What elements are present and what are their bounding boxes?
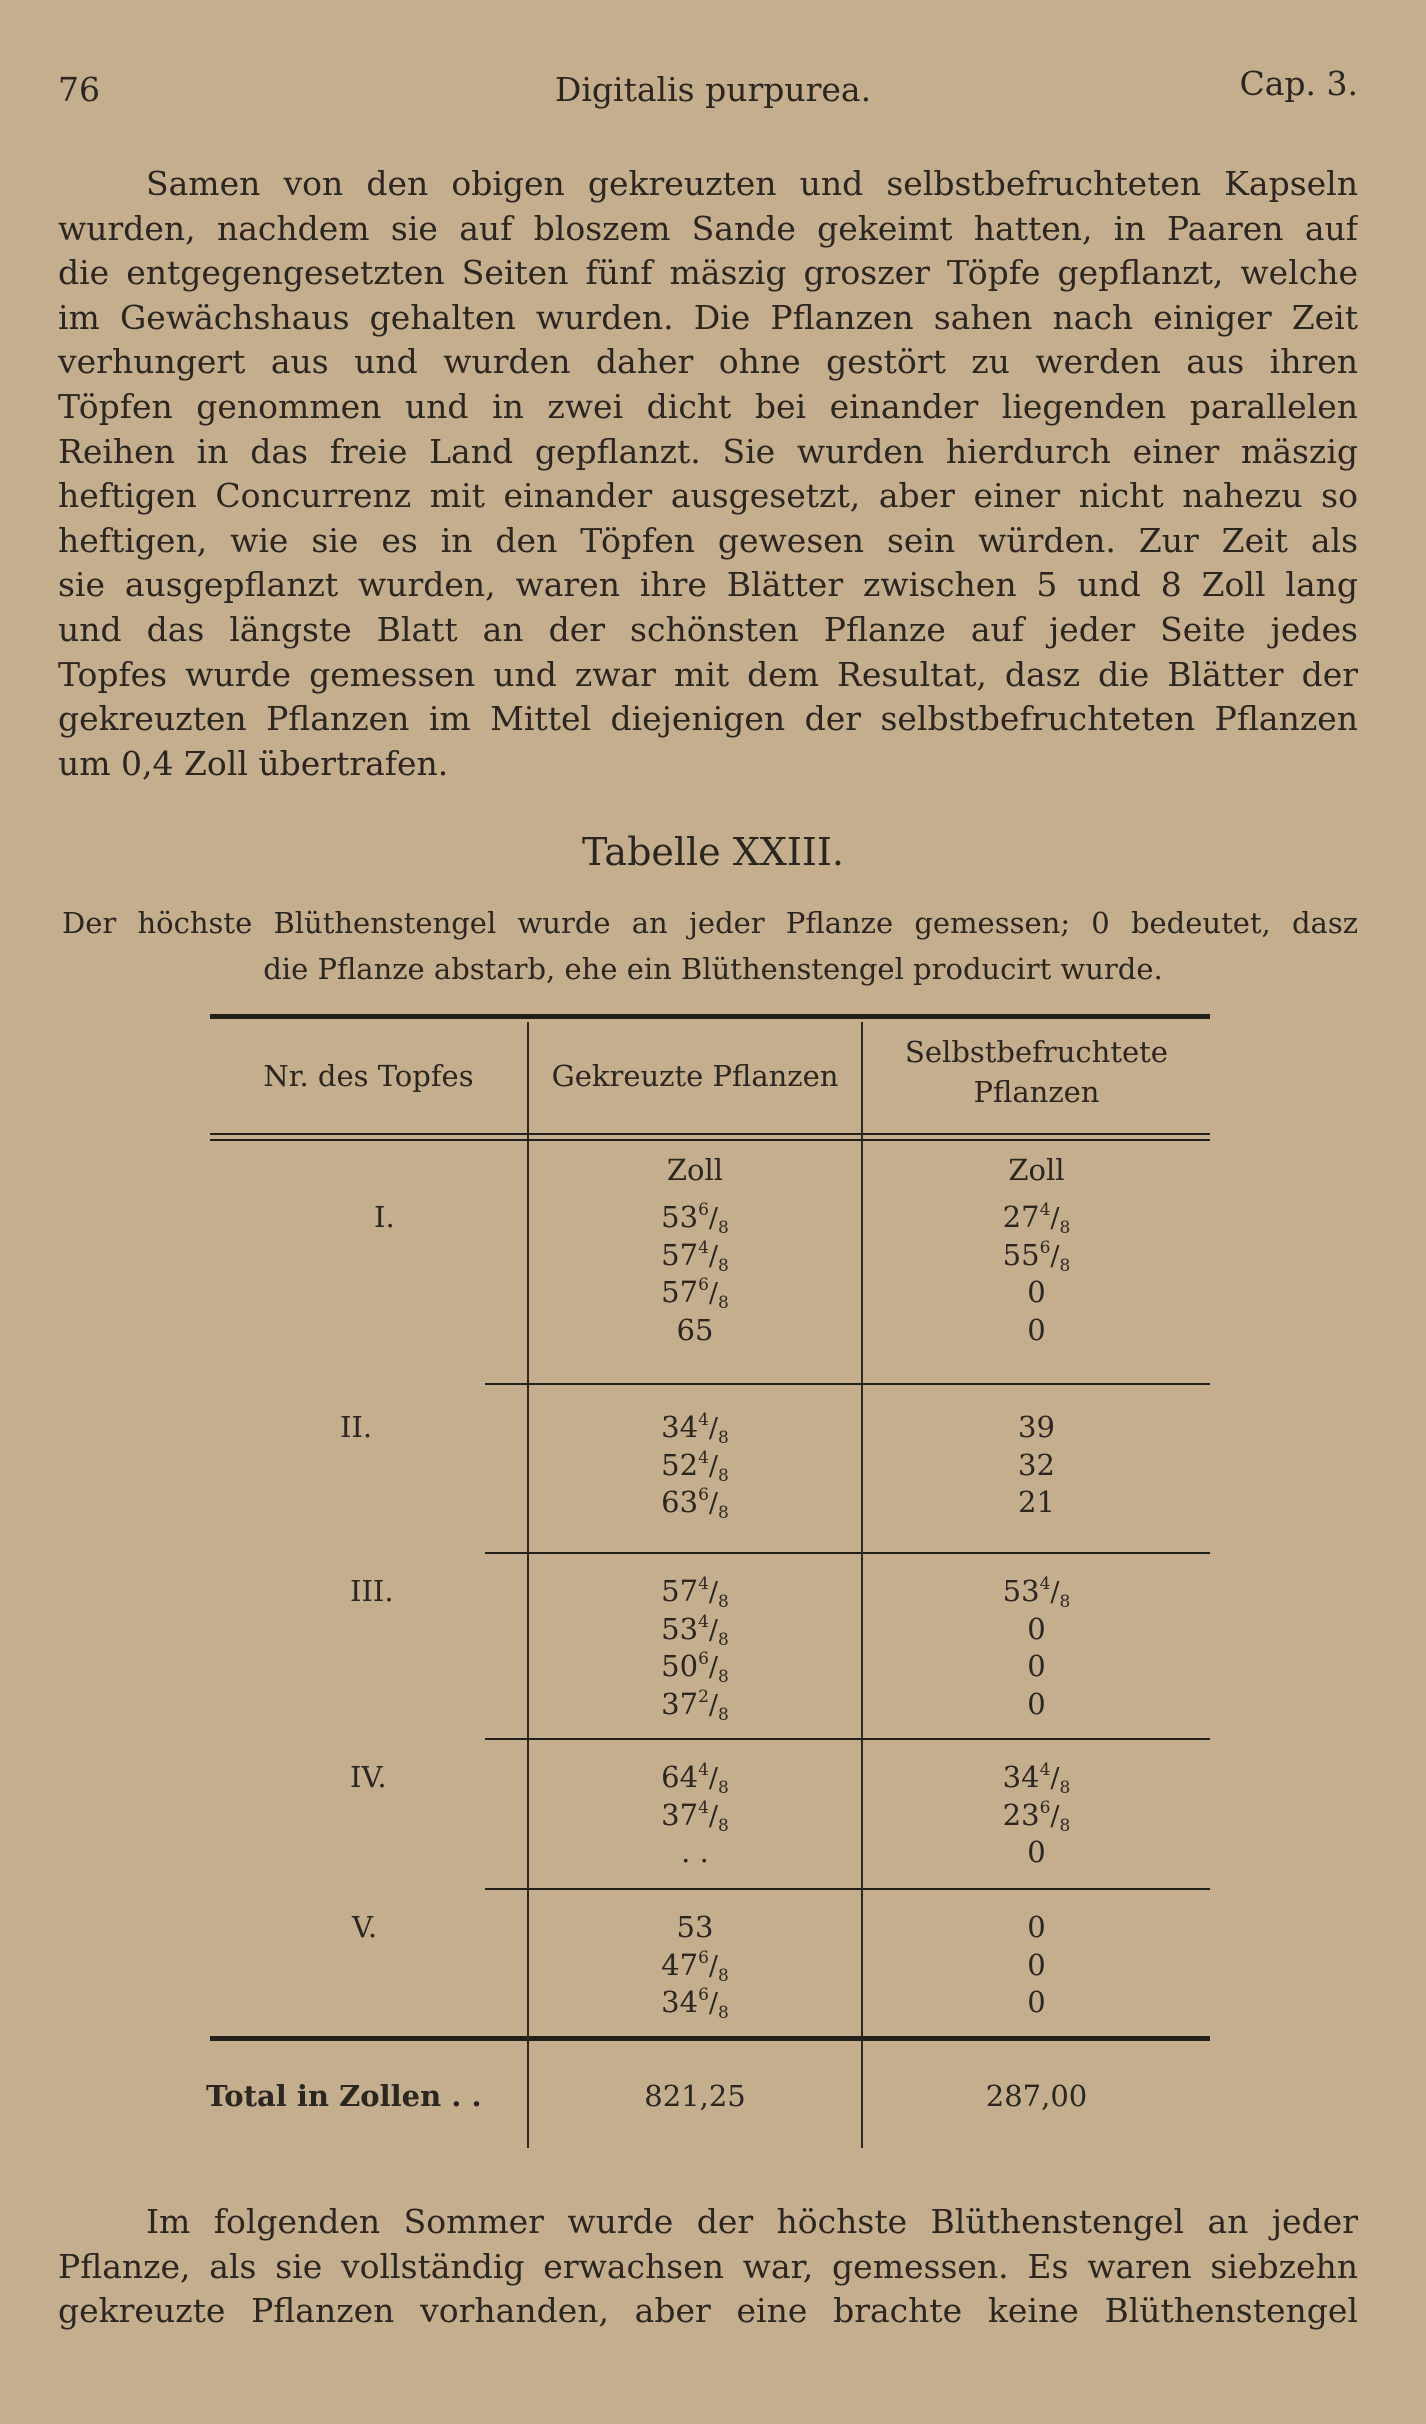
fraction-numerator: 6 [698, 1485, 709, 1505]
value-cell [529, 1274, 861, 1312]
fraction-numerator: 6 [1039, 1237, 1051, 1258]
value-cell [863, 1797, 1210, 1835]
value-cell [529, 1759, 861, 1797]
value-cell [863, 1759, 1210, 1797]
group-rule [485, 1552, 1210, 1554]
table-top-rule [210, 1014, 1210, 1019]
value-whole: 32 [1018, 1447, 1055, 1482]
value-whole: 0 [1027, 1985, 1046, 2019]
text-line: verhungert aus und wurden daher ohne gestört zu werden aus ihren [58, 342, 1358, 382]
fraction-slash: / [708, 1488, 718, 1519]
text-line: heftigen, wie sie es in den Töpfen gewesen sein würden. Zur Zeit als [58, 520, 1358, 560]
value-whole: 34 [661, 1410, 699, 1444]
page-number: 76 [58, 70, 100, 109]
fraction-slash: / [708, 1689, 718, 1721]
fraction-numerator: 4 [698, 1574, 709, 1594]
fraction-slash: / [708, 1413, 718, 1444]
text-line: Samen von den obigen gekreuzten und selbstbefruchteten Kapseln [146, 164, 1358, 203]
fraction-numerator: 4 [698, 1237, 709, 1258]
value-cell [863, 1312, 1210, 1350]
pot-label: I. [374, 1200, 395, 1234]
value-cell [863, 1199, 1210, 1237]
crossed-values [529, 1409, 861, 1522]
fraction-denominator: 8 [718, 1667, 729, 1687]
fraction-denominator: 8 [718, 1778, 729, 1798]
fraction-slash: / [1050, 1240, 1060, 1272]
fraction-numerator: 4 [1039, 1760, 1051, 1780]
fraction-slash: / [708, 1800, 718, 1832]
value-cell [529, 1312, 861, 1350]
group-rule [485, 1383, 1210, 1385]
fraction-denominator: 8 [718, 1815, 729, 1836]
crossed-values [529, 1759, 861, 1872]
fraction-slash: / [708, 1577, 718, 1608]
fraction-denominator: 8 [718, 1255, 729, 1276]
table-title: Tabelle XXIII. [582, 830, 844, 874]
fraction-numerator: 6 [698, 1275, 709, 1295]
running-title: Digitalis purpurea. [554, 70, 872, 109]
text-line: die entgegengesetzten Seiten fünf mäszig groszer Töpfe gepflanzt, welche [58, 253, 1358, 293]
group-rule [485, 1888, 1210, 1890]
total-crossed: 821,25 [644, 2079, 746, 2113]
text-line: Töpfen genommen und in zwei dicht bei einander liegenden parallelen [58, 386, 1358, 426]
value-whole: 21 [1018, 1485, 1055, 1519]
text-line: Pflanze, als sie vollständig erwachsen war, gemessen. Es waren siebzehn [58, 2246, 1358, 2286]
pot-label: II. [340, 1410, 373, 1444]
fraction-denominator: 8 [718, 1704, 729, 1725]
text-line: um 0,4 Zoll übertrafen. [58, 743, 449, 783]
header-crossed: Gekreuzte Pflanzen [551, 1059, 839, 1093]
value-cell [529, 1447, 861, 1485]
fraction-numerator: 6 [698, 1985, 709, 2005]
value-whole: 47 [661, 1947, 699, 1982]
text-line: gekreuzten Pflanzen im Mittel diejenigen der selbstbefruchteten Pflanzen [58, 699, 1358, 739]
fraction-numerator: 4 [698, 1760, 709, 1780]
value-cell [863, 1484, 1210, 1522]
fraction-slash: / [1050, 1203, 1060, 1234]
value-cell [863, 1611, 1210, 1649]
value-cell [529, 1947, 861, 1985]
value-whole: 52 [661, 1447, 699, 1482]
fraction-slash: / [708, 1614, 718, 1646]
text-line: gekreuzte Pflanzen vorhanden, aber eine brachte keine Blüthenstengel [58, 2291, 1358, 2331]
value-whole: 34 [1002, 1760, 1040, 1794]
value-cell [529, 1409, 861, 1447]
pot-label: V. [352, 1910, 378, 1944]
self-values [863, 1759, 1210, 1872]
fraction-slash: / [708, 1278, 718, 1309]
fraction-slash: / [1050, 1800, 1060, 1832]
fraction-denominator: 8 [718, 1428, 729, 1448]
value-cell [529, 1573, 861, 1611]
value-whole: 0 [1027, 1947, 1046, 1982]
value-whole: 0 [1027, 1649, 1046, 1683]
fraction-denominator: 8 [1059, 1218, 1071, 1238]
fraction-denominator: 8 [718, 1465, 729, 1486]
value-cell [863, 1909, 1210, 1947]
crossed-values [529, 1909, 861, 2022]
value-whole: 53 [1002, 1574, 1040, 1608]
paragraph-2 [58, 2200, 1358, 2334]
value-whole: 57 [661, 1237, 699, 1272]
value-cell [863, 1409, 1210, 1447]
table-caption-line-2: die Pflanze abstarb, ehe ein Blüthenstengel producirt wurde. [263, 952, 1163, 986]
value-whole: 63 [661, 1485, 699, 1519]
fraction-numerator: 4 [698, 1447, 709, 1468]
value-whole: 0 [1027, 1275, 1046, 1309]
value-cell [529, 1686, 861, 1724]
crossed-values [529, 1199, 861, 1349]
fraction-numerator: 6 [698, 1200, 709, 1220]
fraction-slash: / [708, 1450, 718, 1482]
value-whole: 53 [661, 1611, 699, 1646]
fraction-numerator: 6 [1039, 1797, 1051, 1818]
text-line: Im folgenden Sommer wurde der höchste Blüthenstengel an jeder [146, 2202, 1358, 2241]
value-cell [529, 1909, 861, 1947]
value-whole: 65 [676, 1312, 714, 1347]
value-whole: 53 [676, 1910, 714, 1944]
table-caption-line-1: Der höchste Blüthenstengel wurde an jeder Pflanze gemessen; 0 bedeutet, dasz [62, 906, 1358, 940]
value-cell [863, 1947, 1210, 1985]
pot-label: IV. [350, 1760, 387, 1794]
fraction-slash: / [708, 1652, 718, 1683]
fraction-denominator: 8 [718, 2003, 729, 2023]
text-line: und das längste Blatt an der schönsten Pflanze auf jeder Seite jedes [58, 609, 1358, 649]
fraction-slash: / [708, 1950, 718, 1982]
value-cell [529, 1834, 861, 1872]
self-values [863, 1409, 1210, 1522]
value-cell [529, 1237, 861, 1275]
value-cell [529, 1199, 861, 1237]
fraction-denominator: 8 [1059, 1815, 1071, 1836]
fraction-slash: / [708, 1203, 718, 1234]
value-whole: 39 [1018, 1410, 1055, 1444]
value-cell [863, 1686, 1210, 1724]
paragraph-1 [58, 162, 1358, 786]
text-line: wurden, nachdem sie auf bloszem Sande gekeimt hatten, in Paaren auf [58, 208, 1358, 248]
value-whole: 27 [1002, 1200, 1040, 1234]
value-whole: 37 [661, 1686, 699, 1721]
value-whole: 0 [1027, 1910, 1046, 1944]
value-whole: 55 [1002, 1237, 1040, 1272]
fraction-denominator: 8 [718, 1629, 729, 1650]
value-cell [863, 1984, 1210, 2022]
fraction-denominator: 8 [718, 1503, 729, 1523]
header-rule [210, 1139, 1210, 1141]
value-whole: 23 [1002, 1797, 1040, 1832]
value-whole: 0 [1027, 1312, 1046, 1347]
value-cell [863, 1834, 1210, 1872]
fraction-denominator: 8 [1059, 1778, 1071, 1798]
value-cell [529, 1984, 861, 2022]
fraction-numerator: 6 [698, 1649, 709, 1669]
value-cell [529, 1797, 861, 1835]
value-whole: 0 [1027, 1611, 1046, 1646]
text-line: sie ausgepflanzt wurden, waren ihre Blätter zwischen 5 und 8 Zoll lang [58, 565, 1358, 605]
chapter-label: Cap. 3. [1239, 64, 1358, 103]
fraction-slash: / [708, 1763, 718, 1794]
group-rule [485, 1738, 1210, 1740]
value-whole: 0 [1027, 1835, 1046, 1869]
value-cell [863, 1573, 1210, 1611]
value-cell [863, 1447, 1210, 1485]
value-cell [863, 1237, 1210, 1275]
value-cell [529, 1484, 861, 1522]
fraction-denominator: 8 [718, 1218, 729, 1238]
fraction-numerator: 4 [698, 1410, 709, 1430]
self-values [863, 1909, 1210, 2022]
value-cell [863, 1274, 1210, 1312]
total-self: 287,00 [985, 2079, 1088, 2113]
fraction-denominator: 8 [1059, 1255, 1071, 1276]
fraction-numerator: 2 [698, 1686, 709, 1707]
self-values [863, 1199, 1210, 1349]
fraction-numerator: 4 [1039, 1574, 1051, 1594]
fraction-slash: / [708, 1988, 718, 2019]
fraction-numerator: 4 [698, 1797, 709, 1818]
fraction-denominator: 8 [718, 1965, 729, 1986]
value-whole: . . [681, 1835, 709, 1869]
value-whole: 53 [661, 1200, 699, 1234]
text-line: Reihen in das freie Land gepflanzt. Sie wurden hierdurch einer mäszig [58, 431, 1358, 471]
header-self-line-2: Pflanzen [973, 1075, 1100, 1109]
value-cell [529, 1648, 861, 1686]
fraction-denominator: 8 [718, 1592, 729, 1612]
total-label: Total in Zollen . . [206, 2079, 482, 2113]
value-whole: 37 [661, 1797, 699, 1832]
fraction-denominator: 8 [1059, 1592, 1071, 1612]
fraction-denominator: 8 [718, 1293, 729, 1313]
header-self-line-1: Selbstbefruchtete [905, 1035, 1168, 1069]
fraction-numerator: 4 [698, 1611, 709, 1632]
header-rule [210, 1133, 1210, 1135]
fraction-slash: / [708, 1240, 718, 1272]
crossed-values [529, 1573, 861, 1723]
header-pot-number: Nr. des Topfes [263, 1059, 474, 1093]
text-line: im Gewächshaus gehalten wurden. Die Pflanzen sahen nach einiger Zeit [58, 297, 1358, 337]
value-whole: 50 [661, 1649, 699, 1683]
fraction-numerator: 4 [1039, 1200, 1051, 1220]
value-whole: 64 [661, 1760, 699, 1794]
header-self-fertilised [863, 1032, 1210, 1112]
value-cell [529, 1611, 861, 1649]
value-cell [863, 1648, 1210, 1686]
text-line: Topfes wurde gemessen und zwar mit dem Resultat, dasz die Blätter der [58, 654, 1358, 694]
fraction-slash: / [1050, 1577, 1060, 1608]
value-whole: 34 [661, 1985, 699, 2019]
unit-self: Zoll [1008, 1153, 1065, 1187]
unit-crossed: Zoll [666, 1153, 724, 1187]
fraction-numerator: 6 [698, 1947, 709, 1968]
self-values [863, 1573, 1210, 1723]
fraction-slash: / [1050, 1763, 1060, 1794]
value-whole: 0 [1027, 1686, 1046, 1721]
text-line: heftigen Concurrenz mit einander ausgesetzt, aber einer nicht nahezu so [58, 476, 1358, 516]
pot-label: III. [350, 1574, 394, 1608]
total-rule [210, 2036, 1210, 2041]
value-whole: 57 [661, 1574, 699, 1608]
value-whole: 57 [661, 1275, 699, 1309]
